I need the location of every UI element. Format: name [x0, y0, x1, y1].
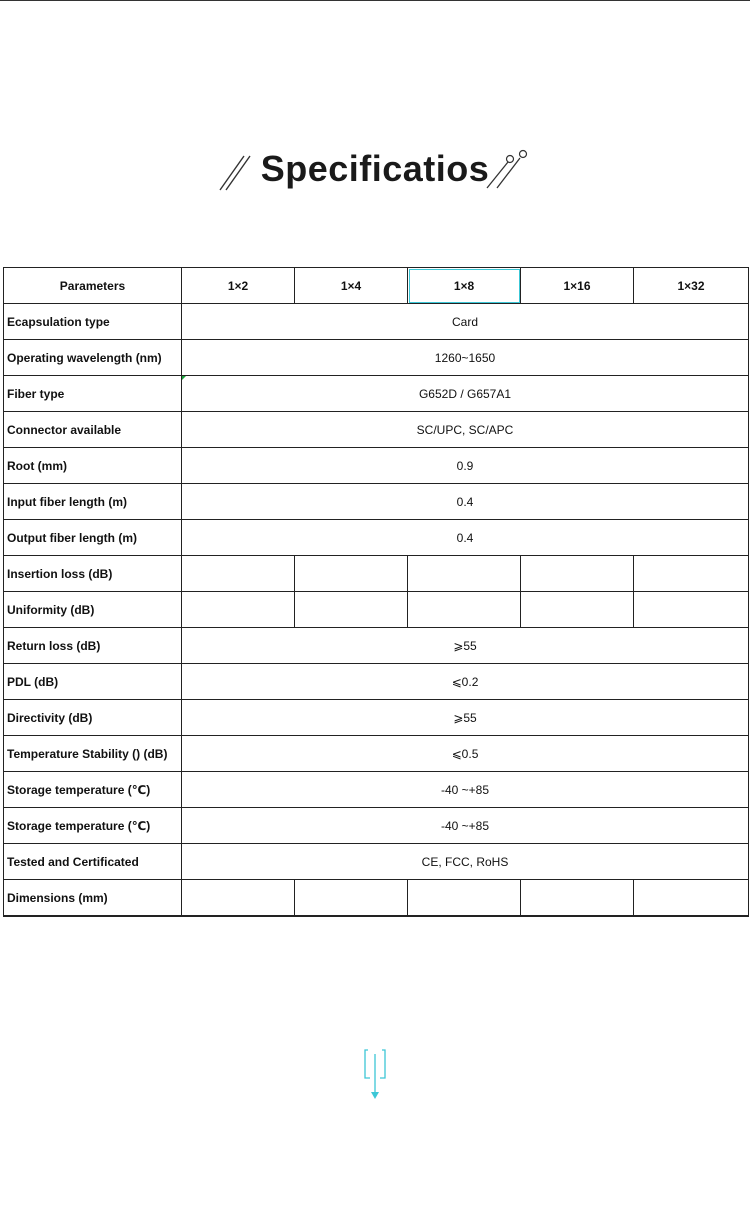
row-cell — [408, 556, 521, 592]
row-label: PDL (dB) — [4, 664, 182, 700]
column-header-3: 1×8 — [408, 268, 521, 304]
row-value: SC/UPC, SC/APC — [182, 412, 749, 448]
row-cell — [295, 880, 408, 917]
table-row — [4, 304, 749, 340]
row-cell — [634, 592, 749, 628]
table-row — [4, 700, 749, 736]
row-cell — [634, 880, 749, 917]
row-cell — [295, 556, 408, 592]
row-value: ⩽0.2 — [182, 664, 749, 700]
top-rule — [0, 0, 750, 1]
table-row — [4, 484, 749, 520]
column-header-4: 1×16 — [521, 268, 634, 304]
row-value: ⩾55 — [182, 628, 749, 664]
row-cell — [182, 592, 295, 628]
row-cell — [521, 592, 634, 628]
table-row — [4, 664, 749, 700]
table-row — [4, 772, 749, 808]
row-value: -40 ~+85 — [182, 772, 749, 808]
table-row — [4, 880, 749, 917]
row-label: Connector available — [4, 412, 182, 448]
row-cell — [295, 592, 408, 628]
row-label: Root (mm) — [4, 448, 182, 484]
row-label: Output fiber length (m) — [4, 520, 182, 556]
row-label: Tested and Certificated — [4, 844, 182, 880]
row-label: Fiber type — [4, 376, 182, 412]
row-label: Insertion loss (dB) — [4, 556, 182, 592]
row-label: Storage temperature (℃) — [4, 772, 182, 808]
row-label: Ecapsulation type — [4, 304, 182, 340]
table-row — [4, 808, 749, 844]
section-title — [0, 140, 750, 200]
cell-corner-marker — [182, 376, 186, 380]
row-value: 1260~1650 — [182, 340, 749, 376]
table-row — [4, 520, 749, 556]
table-row — [4, 376, 749, 412]
row-value: -40 ~+85 — [182, 808, 749, 844]
specifications-table — [3, 267, 749, 917]
needle-icon — [484, 148, 530, 192]
row-cell — [521, 556, 634, 592]
row-label: Dimensions (mm) — [4, 880, 182, 917]
column-header-5: 1×32 — [634, 268, 749, 304]
row-cell — [182, 880, 295, 917]
row-value: 0.9 — [182, 448, 749, 484]
row-cell — [521, 880, 634, 917]
row-label: Input fiber length (m) — [4, 484, 182, 520]
row-value: ⩽0.5 — [182, 736, 749, 772]
column-header-1: 1×2 — [182, 268, 295, 304]
row-label: Operating wavelength (nm) — [4, 340, 182, 376]
row-value: CE, FCC, RoHS — [182, 844, 749, 880]
page-title: Specificatios — [260, 148, 490, 189]
table-row — [4, 844, 749, 880]
table-row — [4, 412, 749, 448]
row-value: G652D / G657A1 — [182, 376, 749, 412]
row-label: Storage temperature (℃) — [4, 808, 182, 844]
table-row — [4, 592, 749, 628]
table-header-row — [4, 268, 749, 304]
row-value: 0.4 — [182, 484, 749, 520]
table-row — [4, 340, 749, 376]
row-value: 0.4 — [182, 520, 749, 556]
row-label: Temperature Stability () (dB) — [4, 736, 182, 772]
scroll-down-icon[interactable] — [362, 1048, 388, 1102]
table-row — [4, 448, 749, 484]
row-value: Card — [182, 304, 749, 340]
row-label: Uniformity (dB) — [4, 592, 182, 628]
row-value: ⩾55 — [182, 700, 749, 736]
row-cell — [634, 556, 749, 592]
row-cell — [408, 592, 521, 628]
row-cell — [408, 880, 521, 917]
row-cell — [182, 556, 295, 592]
column-header-2: 1×4 — [295, 268, 408, 304]
row-label: Return loss (dB) — [4, 628, 182, 664]
table-row — [4, 628, 749, 664]
table-row — [4, 556, 749, 592]
column-header-parameters: Parameters — [4, 268, 182, 304]
row-label: Directivity (dB) — [4, 700, 182, 736]
table-row — [4, 736, 749, 772]
